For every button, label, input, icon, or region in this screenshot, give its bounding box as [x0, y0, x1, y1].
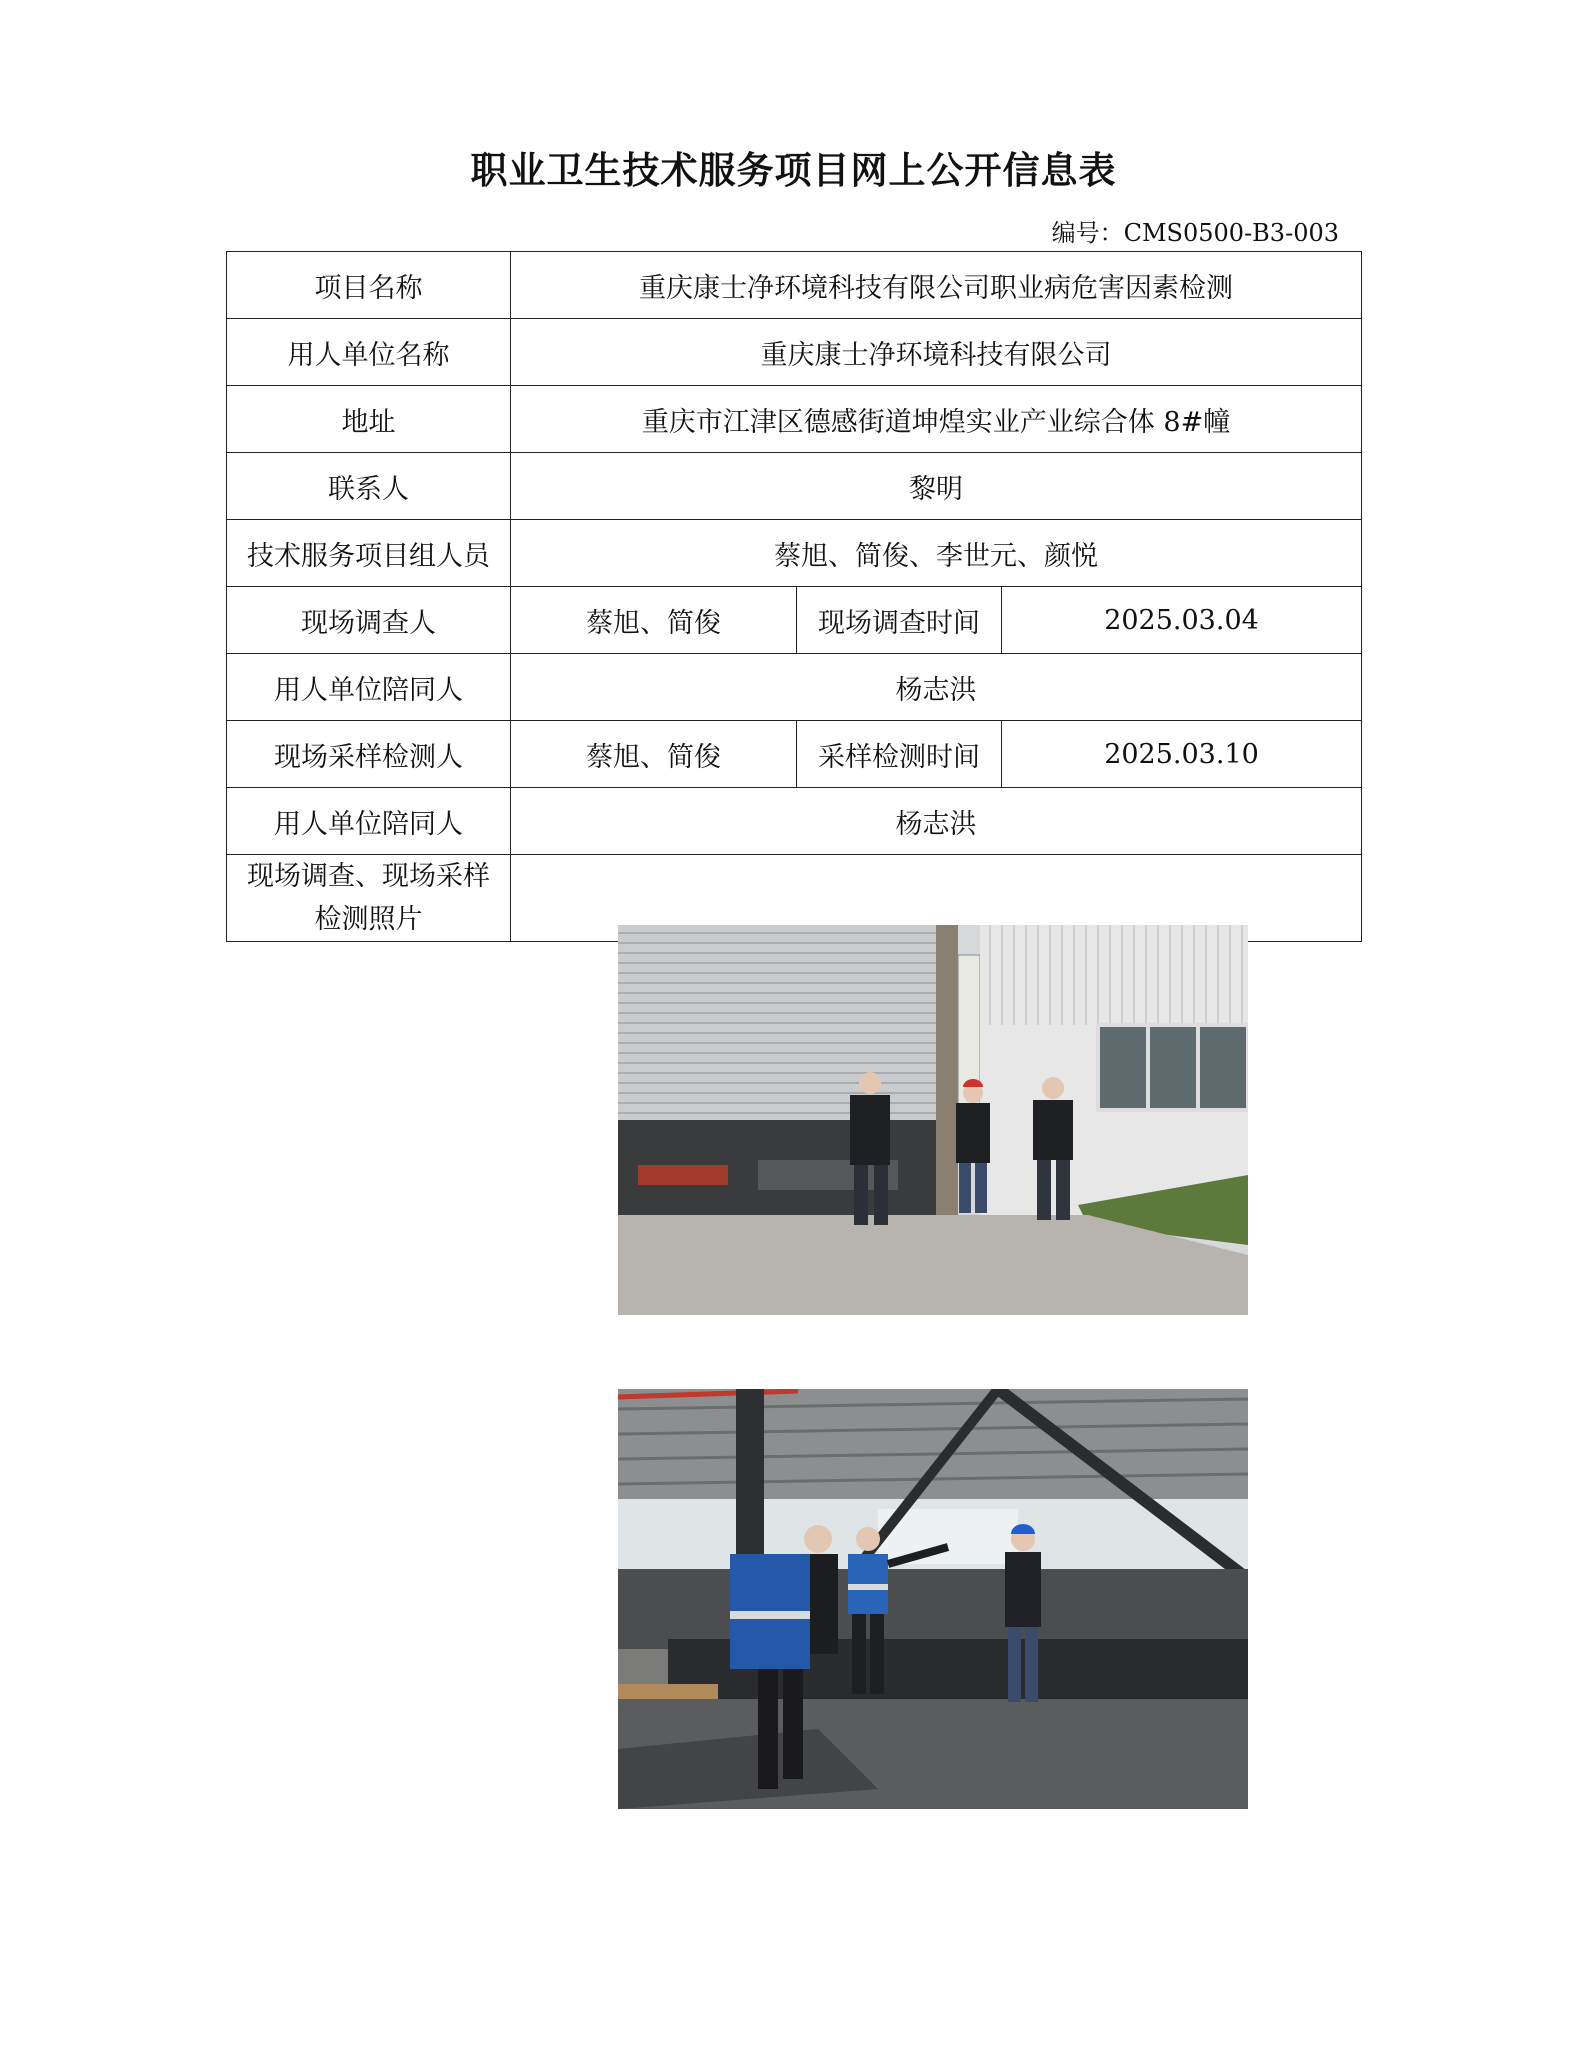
sampling-escort-label: 用人单位陪同人 [227, 788, 511, 855]
photos-cell [511, 855, 1362, 942]
survey-person-value: 蔡旭、简俊 [511, 587, 797, 654]
project-name-value: 重庆康士净环境科技有限公司职业病危害因素检测 [511, 252, 1362, 319]
employer-name-value: 重庆康士净环境科技有限公司 [511, 319, 1362, 386]
table-row [227, 654, 1362, 721]
team-label: 技术服务项目组人员 [227, 520, 511, 587]
survey-time-value: 2025.03.04 [1002, 587, 1362, 654]
photos-label [227, 855, 511, 942]
survey-time-label: 现场调查时间 [797, 587, 1002, 654]
sampling-person-value: 蔡旭、简俊 [511, 721, 797, 788]
table-row [227, 453, 1362, 520]
survey-photo [618, 925, 1248, 1315]
photos-label-line2: 检测照片 [314, 904, 423, 935]
info-table [226, 251, 1362, 942]
employer-name-label: 用人单位名称 [227, 319, 511, 386]
contact-value: 黎明 [511, 453, 1362, 520]
table-row [227, 587, 1362, 654]
sampling-person-label: 现场采样检测人 [227, 721, 511, 788]
table-row [227, 252, 1362, 319]
photos-label-line1: 现场调查、现场采样 [247, 861, 490, 892]
project-name-label: 项目名称 [227, 252, 511, 319]
address-value: 重庆市江津区德感街道坤煌实业产业综合体 8#幢 [511, 386, 1362, 453]
table-row [227, 855, 1362, 942]
table-row [227, 520, 1362, 587]
sampling-escort-value: 杨志洪 [511, 788, 1362, 855]
table-row [227, 788, 1362, 855]
team-value: 蔡旭、简俊、李世元、颜悦 [511, 520, 1362, 587]
sampling-time-value: 2025.03.10 [1002, 721, 1362, 788]
address-label: 地址 [227, 386, 511, 453]
survey-person-label: 现场调查人 [227, 587, 511, 654]
table-row [227, 386, 1362, 453]
survey-escort-value: 杨志洪 [511, 654, 1362, 721]
contact-label: 联系人 [227, 453, 511, 520]
table-row [227, 319, 1362, 386]
survey-escort-label: 用人单位陪同人 [227, 654, 511, 721]
sampling-time-label: 采样检测时间 [797, 721, 1002, 788]
table-row [227, 721, 1362, 788]
sampling-photo [618, 1389, 1248, 1809]
document-title: 职业卫生技术服务项目网上公开信息表 [470, 149, 1117, 192]
document-number: 编号：CMS0500-B3-003 [1051, 219, 1339, 247]
